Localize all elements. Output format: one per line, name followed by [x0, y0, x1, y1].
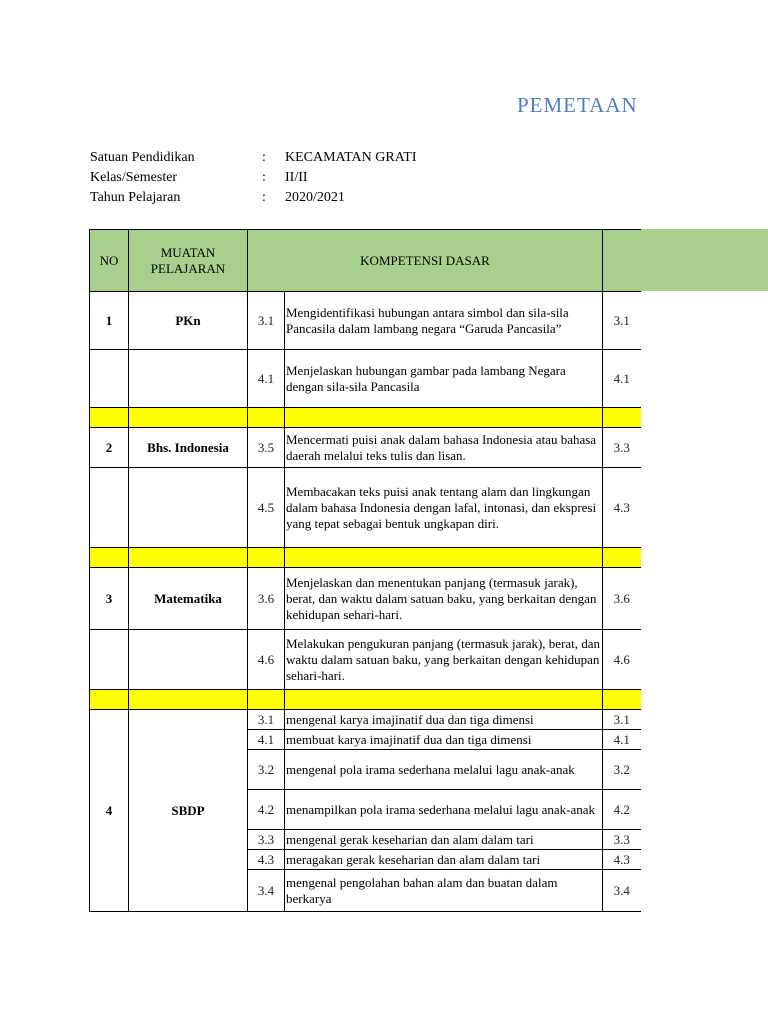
kd-code: 3.5 — [248, 428, 285, 468]
kd-code-mapped: 3.3 — [603, 428, 641, 468]
separator-row — [90, 548, 641, 568]
table-row — [90, 710, 641, 730]
kd-code-mapped: 3.2 — [603, 750, 641, 790]
meta-key: Satuan Pendidikan — [90, 150, 195, 165]
header-no: NO — [90, 230, 129, 292]
kd-code: 4.6 — [248, 630, 285, 690]
kd-code: 3.3 — [248, 830, 285, 850]
kd-code-mapped: 4.1 — [603, 730, 641, 750]
header-extra — [603, 230, 641, 292]
meta-value: II/II — [285, 170, 308, 185]
kd-text: membuat karya imajinatif dua dan tiga dimensi — [285, 730, 603, 750]
kd-code: 3.6 — [248, 568, 285, 630]
separator-row — [90, 690, 641, 710]
table-row — [90, 630, 641, 690]
table-row — [90, 292, 641, 350]
kd-code: 3.4 — [248, 870, 285, 912]
empty-cell — [129, 350, 248, 408]
kd-code: 4.2 — [248, 790, 285, 830]
kd-code: 4.1 — [248, 730, 285, 750]
kd-text: Menjelaskan dan menentukan panjang (termasuk jarak), berat, dan waktu dalam satuan baku, yang berkaitan dengan kehidupan sehari-hari. — [285, 568, 603, 630]
document-title: PEMETAAN — [517, 93, 638, 117]
table-row — [90, 468, 641, 548]
kd-text: Menjelaskan hubungan gambar pada lambang Negara dengan sila-sila Pancasila — [285, 350, 603, 408]
kompetensi-table — [89, 229, 641, 912]
meta-colon: : — [262, 150, 266, 165]
header-muatan: MUATAN PELAJARAN — [129, 230, 248, 292]
empty-cell — [129, 630, 248, 690]
kd-text: meragakan gerak keseharian dan alam dalam tari — [285, 850, 603, 870]
subject-name: PKn — [129, 292, 248, 350]
empty-cell — [129, 468, 248, 548]
kd-text: mengenal pola irama sederhana melalui lagu anak-anak — [285, 750, 603, 790]
meta-value: KECAMATAN GRATI — [285, 150, 417, 165]
table-row — [90, 350, 641, 408]
meta-key: Tahun Pelajaran — [90, 190, 181, 205]
kd-text: Mengidentifikasi hubungan antara simbol dan sila-sila Pancasila dalam lambang negara “Garuda Pancasila” — [285, 292, 603, 350]
table-row — [90, 568, 641, 630]
meta-value: 2020/2021 — [285, 190, 345, 205]
kd-code-mapped: 4.6 — [603, 630, 641, 690]
empty-cell — [90, 630, 129, 690]
subject-name: SBDP — [129, 710, 248, 912]
kd-code-mapped: 4.3 — [603, 850, 641, 870]
empty-cell — [90, 468, 129, 548]
kd-text: mengenal pengolahan bahan alam dan buatan dalam berkarya — [285, 870, 603, 912]
header-kd: KOMPETENSI DASAR — [248, 230, 603, 292]
kd-text: menampilkan pola irama sederhana melalui lagu anak-anak — [285, 790, 603, 830]
kd-code: 3.1 — [248, 292, 285, 350]
subject-name: Matematika — [129, 568, 248, 630]
kd-code: 4.3 — [248, 850, 285, 870]
kd-code-mapped: 3.1 — [603, 292, 641, 350]
meta-key: Kelas/Semester — [90, 170, 178, 185]
kd-code-mapped: 3.6 — [603, 568, 641, 630]
kd-code: 3.1 — [248, 710, 285, 730]
kd-code: 4.1 — [248, 350, 285, 408]
subject-number: 4 — [90, 710, 129, 912]
subject-number: 2 — [90, 428, 129, 468]
kd-text: mengenal gerak keseharian dan alam dalam tari — [285, 830, 603, 850]
meta-colon: : — [262, 190, 266, 205]
header-fill-extension — [640, 229, 768, 291]
separator-row — [90, 408, 641, 428]
table-header-row — [90, 230, 641, 292]
kd-code-mapped: 3.3 — [603, 830, 641, 850]
kd-text: Melakukan pengukuran panjang (termasuk jarak), berat, dan waktu dalam satuan baku, yang berkaitan dengan kehidupan sehari-hari. — [285, 630, 603, 690]
kd-code-mapped: 4.3 — [603, 468, 641, 548]
empty-cell — [90, 350, 129, 408]
kd-code-mapped: 3.4 — [603, 870, 641, 912]
subject-number: 3 — [90, 568, 129, 630]
kd-code-mapped: 4.1 — [603, 350, 641, 408]
kd-text: mengenal karya imajinatif dua dan tiga dimensi — [285, 710, 603, 730]
meta-colon: : — [262, 170, 266, 185]
kd-code-mapped: 4.2 — [603, 790, 641, 830]
table-row — [90, 428, 641, 468]
kd-text: Mencermati puisi anak dalam bahasa Indonesia atau bahasa daerah melalui teks tulis dan lisan. — [285, 428, 603, 468]
subject-name: Bhs. Indonesia — [129, 428, 248, 468]
kd-code-mapped: 3.1 — [603, 710, 641, 730]
kd-code: 4.5 — [248, 468, 285, 548]
kd-code: 3.2 — [248, 750, 285, 790]
subject-number: 1 — [90, 292, 129, 350]
kd-text: Membacakan teks puisi anak tentang alam dan lingkungan dalam bahasa Indonesia dengan lafal, intonasi, dan ekspresi yang tepat sebagai bentuk ungkapan diri. — [285, 468, 603, 548]
